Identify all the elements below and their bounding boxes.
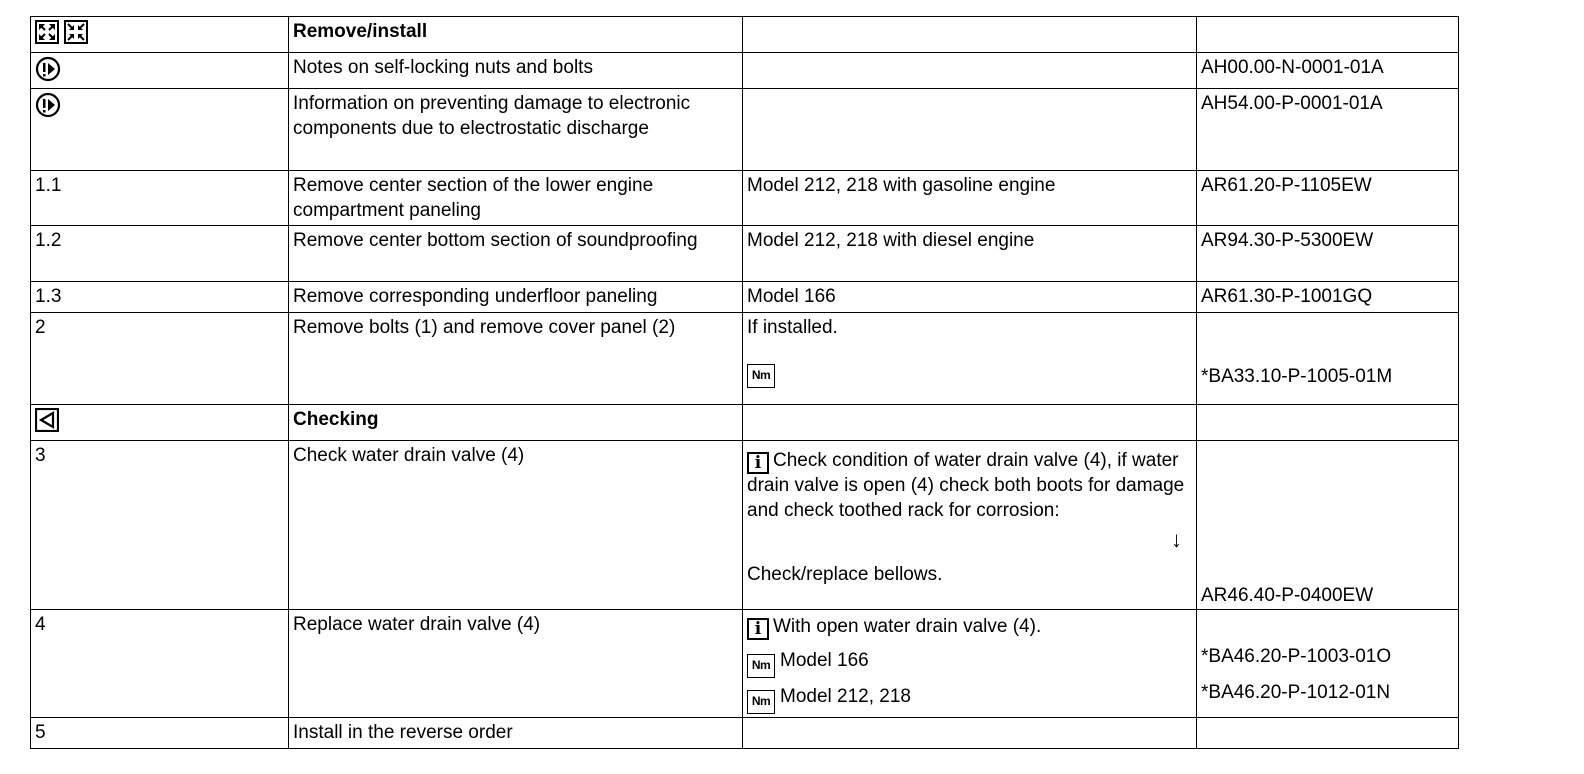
step-number: 2 — [31, 313, 289, 405]
step-number: 1.1 — [31, 171, 289, 226]
collapse-arrows-icon — [64, 20, 88, 44]
step-number: 3 — [31, 441, 289, 610]
table-row: 2 Remove bolts (1) and remove cover panel (2) If installed. Nm *BA33.10-P-1005-01M — [31, 313, 1459, 405]
check-triangle-icon — [35, 408, 59, 432]
torque-icon[interactable]: Nm — [747, 364, 775, 388]
table-row: 1.3 Remove corresponding underfloor paneling Model 166 AR61.30-P-1001GQ — [31, 282, 1459, 313]
table-row: 1.2 Remove center bottom section of soundproofing Model 212, 218 with diesel engine AR94.30-P-5300EW — [31, 226, 1459, 282]
table-row: Notes on self-locking nuts and bolts AH00.00-N-0001-01A — [31, 53, 1459, 89]
document-reference[interactable]: *BA33.10-P-1005-01M — [1201, 366, 1393, 387]
document-reference[interactable]: AH00.00-N-0001-01A — [1197, 53, 1459, 89]
step-number: 1.3 — [31, 282, 289, 313]
step-number: 4 — [31, 609, 289, 717]
step-number: 5 — [31, 717, 289, 748]
document-reference[interactable]: AR61.20-P-1105EW — [1197, 171, 1459, 226]
info-icon[interactable]: i — [747, 618, 769, 640]
table-row — [31, 405, 1459, 441]
table-row: 4 Replace water drain valve (4) i With open water drain valve (4). Nm Model 166 Nm Model 212, 218 *BA46.20-P-1003-01O *BA46.20-P-1012-01N — [31, 609, 1459, 717]
exclamation-circle-icon — [35, 92, 61, 118]
table-row: Information on preventing damage to electronic components due to electrostatic discharge AH54.00-P-0001-01A — [31, 89, 1459, 171]
exclamation-circle-icon — [35, 56, 61, 82]
document-reference[interactable]: *BA46.20-P-1012-01N — [1201, 681, 1391, 703]
document-reference[interactable]: *BA46.20-P-1003-01O — [1201, 645, 1392, 667]
torque-icon[interactable]: Nm — [747, 690, 775, 714]
info-icon[interactable]: i — [747, 452, 769, 474]
document-reference[interactable]: AH54.00-P-0001-01A — [1197, 89, 1459, 171]
table-row: 1.1 Remove center section of the lower engine compartment paneling Model 212, 218 with gasoline engine AR61.20-P-1105EW — [31, 171, 1459, 226]
torque-icon[interactable]: Nm — [747, 654, 775, 678]
table-row — [31, 17, 1459, 53]
arrow-down-icon: ↓ — [1171, 527, 1182, 552]
procedure-table — [30, 16, 1459, 749]
document-reference[interactable]: AR46.40-P-0400EW — [1201, 585, 1374, 606]
table-row: 3 Check water drain valve (4) i Check condition of water drain valve (4), if water drain valve is open (4) check both boots for damage and check toothed rack for corrosion: ↓ Check/replace bellows. AR46.40-P-0400EW — [31, 441, 1459, 610]
expand-arrows-icon — [35, 20, 59, 44]
step-number: 1.2 — [31, 226, 289, 282]
document-reference[interactable]: AR94.30-P-5300EW — [1197, 226, 1459, 282]
section-title: Checking — [289, 405, 743, 441]
table-row: 5 Install in the reverse order — [31, 717, 1459, 748]
section-title: Remove/install — [289, 17, 743, 53]
document-reference[interactable]: AR61.30-P-1001GQ — [1197, 282, 1459, 313]
